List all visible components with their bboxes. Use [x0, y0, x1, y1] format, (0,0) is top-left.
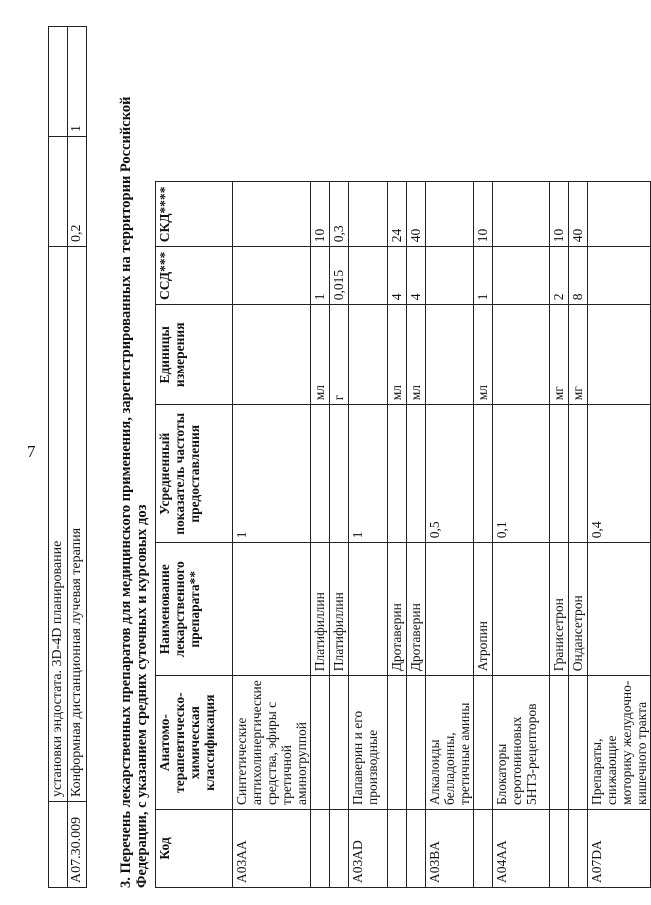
service-count: 1 — [68, 27, 87, 137]
service-count — [49, 27, 68, 137]
table-row — [474, 182, 493, 888]
table-row — [388, 182, 407, 888]
skd-value — [426, 182, 474, 247]
atc-classification — [550, 676, 569, 810]
frequency — [550, 405, 569, 543]
drug-code: A04AA — [493, 810, 550, 888]
page-number: 7 — [27, 442, 36, 461]
ssd-value: 1 — [474, 247, 493, 305]
header-code: Код — [156, 810, 233, 888]
skd-value: 10 — [311, 182, 330, 247]
drug-name — [233, 543, 311, 676]
skd-value: 24 — [388, 182, 407, 247]
frequency: 0,5 — [426, 405, 474, 543]
unit: г — [330, 305, 349, 405]
drug-code: A03AA — [233, 810, 311, 888]
service-code: A07.30.009 — [68, 802, 87, 888]
service-code — [49, 802, 68, 888]
frequency — [330, 405, 349, 543]
skd-value — [349, 182, 388, 247]
ssd-value: 4 — [388, 247, 407, 305]
skd-value: 10 — [550, 182, 569, 247]
header-drug: Наименование лекарственного препарата** — [156, 543, 233, 676]
frequency — [407, 405, 426, 543]
service-frequency — [49, 137, 68, 247]
frequency — [569, 405, 588, 543]
drug-code — [474, 810, 493, 888]
skd-value — [493, 182, 550, 247]
drug-name: Атропин — [474, 543, 493, 676]
header-freq: Усредненный показатель частоты предоставления — [156, 405, 233, 543]
unit — [349, 305, 388, 405]
drug-name: Дротаверин — [407, 543, 426, 676]
service-row — [68, 27, 87, 888]
table-row — [311, 182, 330, 888]
table-row — [493, 182, 550, 888]
drug-code — [311, 810, 330, 888]
unit — [588, 305, 651, 405]
unit: мг — [569, 305, 588, 405]
header-unit: Единицы измерения — [156, 305, 233, 405]
skd-value: 40 — [569, 182, 588, 247]
service-name: Конформная дистанционная лучевая терапия — [68, 247, 87, 802]
drug-code: A07DA — [588, 810, 651, 888]
unit — [233, 305, 311, 405]
ssd-value — [493, 247, 550, 305]
ssd-value: 1 — [311, 247, 330, 305]
ssd-value — [588, 247, 651, 305]
atc-classification — [569, 676, 588, 810]
unit — [493, 305, 550, 405]
drugs-table — [155, 181, 651, 888]
drug-name: Ондансетрон — [569, 543, 588, 676]
skd-value: 0,3 — [330, 182, 349, 247]
drug-name: Дротаверин — [388, 543, 407, 676]
atc-classification: Папаверин и его производные — [349, 676, 388, 810]
skd-value — [588, 182, 651, 247]
table-row — [588, 182, 651, 888]
atc-classification: Синтетические антихолинергические средства, эфиры с третичной аминогруппой — [233, 676, 311, 810]
unit — [426, 305, 474, 405]
drug-name — [349, 543, 388, 676]
drug-code — [569, 810, 588, 888]
header-ssd: ССД*** — [156, 247, 233, 305]
header-skd: СКД**** — [156, 182, 233, 247]
drug-code — [330, 810, 349, 888]
skd-value — [233, 182, 311, 247]
atc-classification — [330, 676, 349, 810]
drugs-table-header — [156, 182, 233, 888]
unit: мл — [407, 305, 426, 405]
table-row — [330, 182, 349, 888]
unit: мл — [388, 305, 407, 405]
drug-name — [426, 543, 474, 676]
table-row — [426, 182, 474, 888]
drug-code — [407, 810, 426, 888]
service-frequency: 0,2 — [68, 137, 87, 247]
ssd-value — [349, 247, 388, 305]
skd-value: 40 — [407, 182, 426, 247]
ssd-value: 2 — [550, 247, 569, 305]
atc-classification — [474, 676, 493, 810]
drug-code: A03AD — [349, 810, 388, 888]
atc-classification: Блокаторы серотониновых 5HT3-рецепторов — [493, 676, 550, 810]
atc-classification — [388, 676, 407, 810]
drug-name — [588, 543, 651, 676]
frequency: 0,4 — [588, 405, 651, 543]
drug-name: Платифиллин — [330, 543, 349, 676]
atc-classification — [407, 676, 426, 810]
ssd-value — [426, 247, 474, 305]
service-name: установки эндостата. 3D-4D планирование — [49, 247, 68, 802]
frequency — [474, 405, 493, 543]
service-row — [49, 27, 68, 888]
drug-name: Платифиллин — [311, 543, 330, 676]
frequency — [388, 405, 407, 543]
table-row — [233, 182, 311, 888]
ssd-value: 8 — [569, 247, 588, 305]
frequency: 1 — [349, 405, 388, 543]
frequency — [311, 405, 330, 543]
services-table-continuation — [48, 26, 87, 888]
drug-name: Гранисетрон — [550, 543, 569, 676]
ssd-value — [233, 247, 311, 305]
atc-classification: Алкалоиды белладонны, третичные амины — [426, 676, 474, 810]
frequency: 1 — [233, 405, 311, 543]
ssd-value: 0,015 — [330, 247, 349, 305]
ssd-value: 4 — [407, 247, 426, 305]
drug-code — [388, 810, 407, 888]
drug-code: A03BA — [426, 810, 474, 888]
table-row — [407, 182, 426, 888]
frequency: 0,1 — [493, 405, 550, 543]
section-heading: 3. Перечень лекарственных препаратов для медицинского применения, зарегистрированных на территории Российской Федерации, с указанием средних суточных и курсовых доз — [118, 96, 150, 888]
table-row — [349, 182, 388, 888]
unit: мл — [311, 305, 330, 405]
drug-name — [493, 543, 550, 676]
header-atc: Анатомо-терапевтическо-химическая классификация — [156, 676, 233, 810]
unit: мг — [550, 305, 569, 405]
atc-classification — [311, 676, 330, 810]
skd-value: 10 — [474, 182, 493, 247]
table-row — [569, 182, 588, 888]
unit: мл — [474, 305, 493, 405]
atc-classification: Препараты, снижающие моторику желудочно-кишечного тракта — [588, 676, 651, 810]
table-row — [550, 182, 569, 888]
rotated-page — [48, 18, 649, 888]
drug-code — [550, 810, 569, 888]
